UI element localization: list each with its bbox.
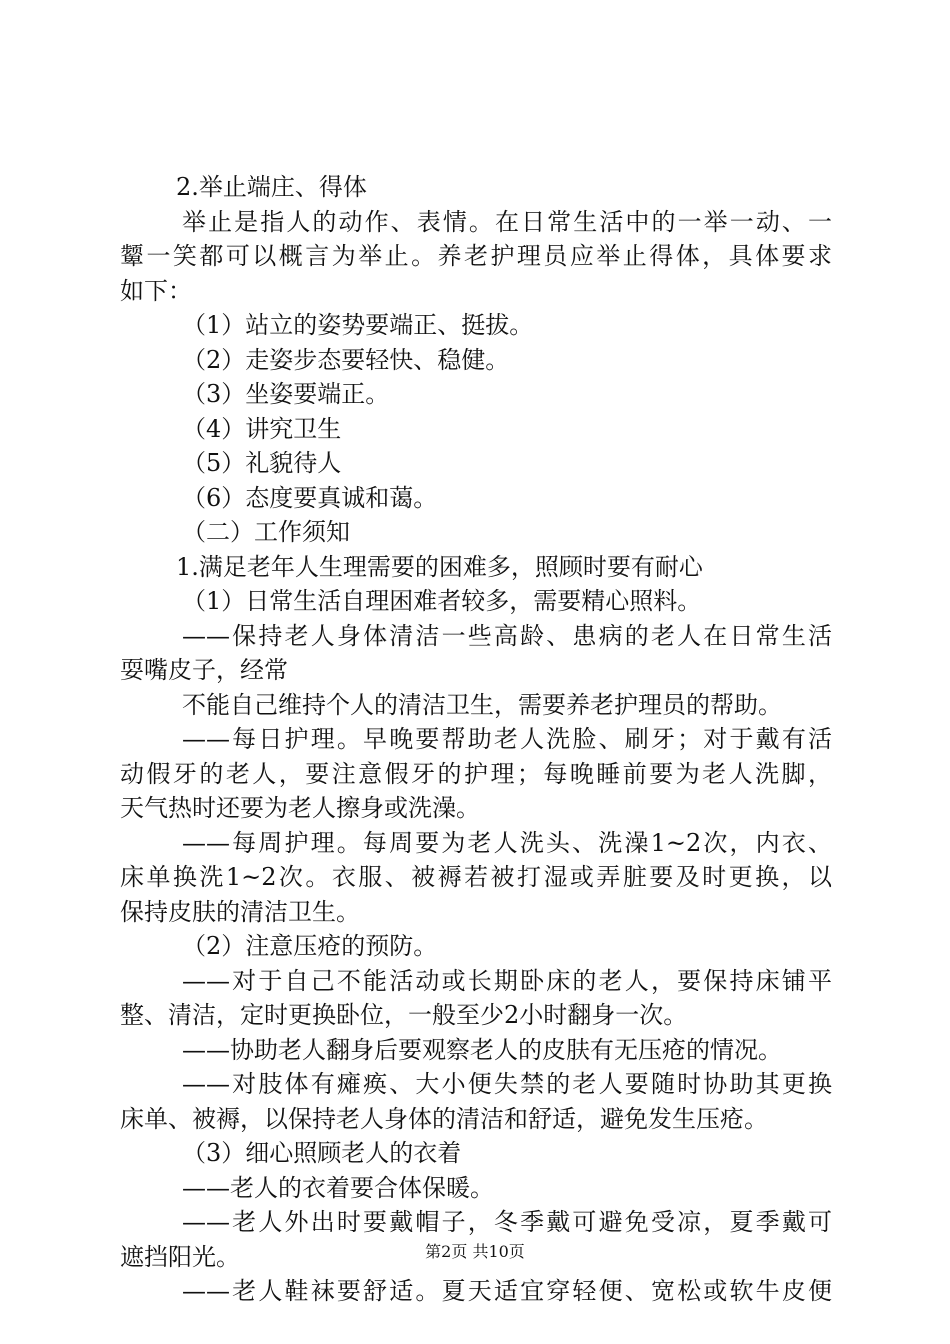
- paragraph-line: 动假牙的老人，要注意假牙的护理；每晚睡前要为老人洗脚，: [120, 759, 832, 788]
- document-body: [120, 170, 832, 1309]
- paragraph-line: ——每日护理。早晚要帮助老人洗脸、刷牙；对于戴有活: [182, 725, 832, 753]
- list-item: （5）礼貌待人: [182, 449, 342, 477]
- paragraph-line: 不能自己维持个人的清洁卫生，需要养老护理员的帮助。: [182, 690, 782, 719]
- section-heading: 2.举止端庄、得体: [176, 173, 367, 201]
- paragraph-line: 遮挡阳光。: [120, 1242, 240, 1271]
- paragraph-line: ——协助老人翻身后要观察老人的皮肤有无压疮的情况。: [182, 1035, 782, 1064]
- paragraph-line: 整、清洁，定时更换卧位，一般至少2小时翻身一次。: [120, 1001, 688, 1029]
- paragraph-line: ——老人外出时要戴帽子，冬季戴可避免受凉，夏季戴可: [182, 1208, 832, 1236]
- section-heading: （二）工作须知: [182, 518, 350, 546]
- paragraph-line: 耍嘴皮子，经常: [120, 656, 288, 684]
- subsection-heading: 1.满足老年人生理需要的困难多，照顾时要有耐心: [176, 552, 703, 581]
- list-item: （3）细心照顾老人的衣着: [182, 1139, 462, 1167]
- paragraph-line: ——老人鞋袜要舒适。夏天适宜穿轻便、宽松或软牛皮便: [182, 1277, 832, 1305]
- list-item: （2）注意压疮的预防。: [182, 932, 438, 960]
- paragraph-line: 床单、被褥，以保持老人身体的清洁和舒适，避免发生压疮。: [120, 1104, 768, 1133]
- paragraph-line: ——保持老人身体清洁一些高龄、患病的老人在日常生活: [182, 621, 832, 650]
- paragraph-line: 颦一笑都可以概言为举止。养老护理员应举止得体，具体要求: [120, 242, 832, 270]
- list-item: （2）走姿步态要轻快、稳健。: [182, 345, 510, 374]
- list-item: （3）坐姿要端正。: [182, 380, 390, 408]
- paragraph-line: ——每周护理。每周要为老人洗头、洗澡1~2次，内衣、: [182, 828, 832, 857]
- page-footer: [0, 1241, 950, 1263]
- paragraph-line: ——老人的衣着要合体保暖。: [182, 1173, 494, 1202]
- list-item: （4）讲究卫生: [182, 414, 342, 443]
- list-item: （1）日常生活自理困难者较多，需要精心照料。: [182, 587, 702, 615]
- paragraph-line: 床单换洗1~2次。衣服、被褥若被打湿或弄脏要及时更换，以: [120, 863, 832, 891]
- paragraph-line: 如下：: [120, 276, 192, 305]
- page-number: 第2页 共10页: [425, 1242, 525, 1261]
- paragraph-line: ——对于自己不能活动或长期卧床的老人，要保持床铺平: [182, 966, 832, 995]
- paragraph-line: 天气热时还要为老人擦身或洗澡。: [120, 794, 480, 822]
- list-item: （1）站立的姿势要端正、挺拔。: [182, 311, 534, 339]
- list-item: （6）态度要真诚和蔼。: [182, 483, 438, 512]
- paragraph-line: 保持皮肤的清洁卫生。: [120, 897, 360, 926]
- paragraph-line: 举止是指人的动作、表情。在日常生活中的一举一动、一: [182, 207, 832, 236]
- paragraph-line: ——对肢体有瘫痪、大小便失禁的老人要随时协助其更换: [182, 1070, 832, 1098]
